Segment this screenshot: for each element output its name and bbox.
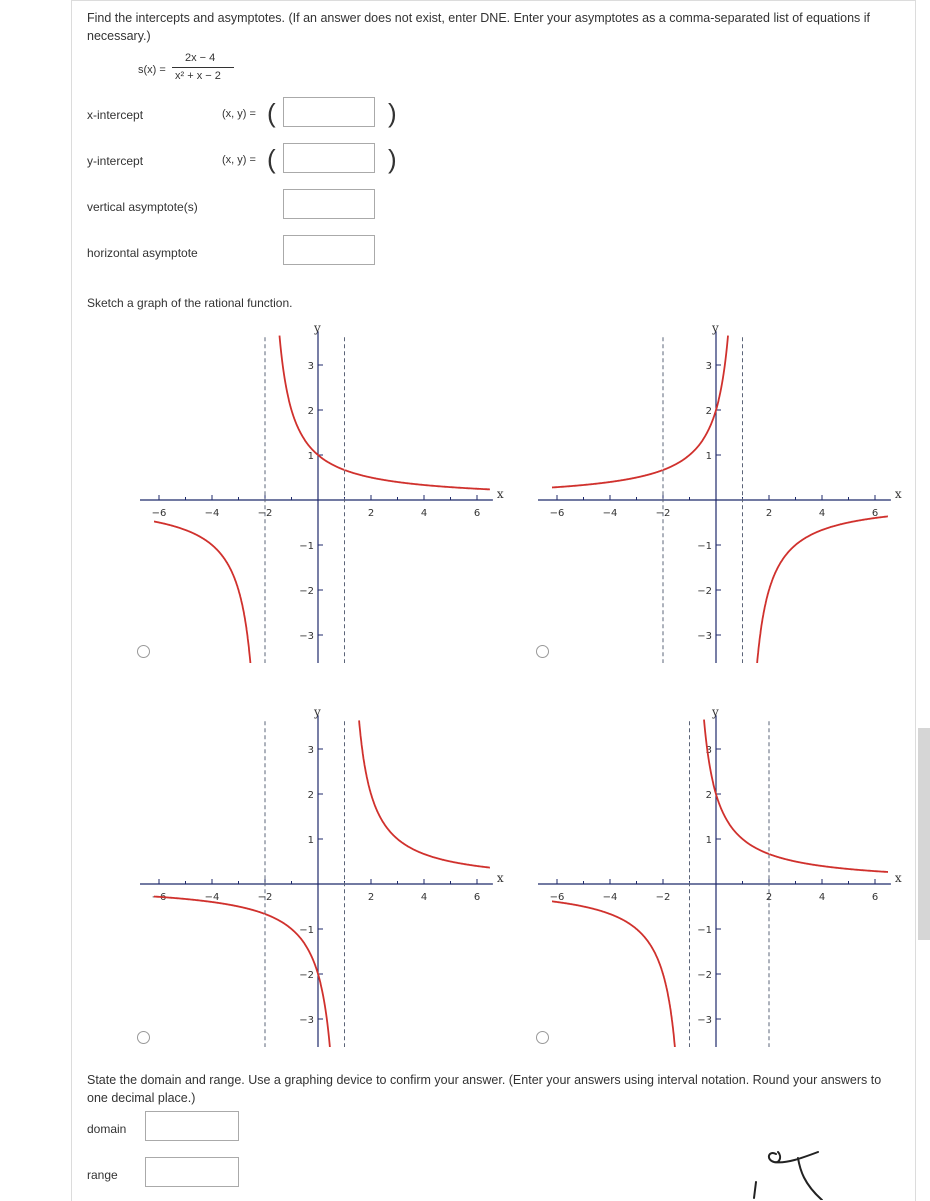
x-tick-label: 4	[420, 892, 428, 903]
fraction-bar	[172, 67, 234, 68]
x-tick-label: 6	[473, 892, 481, 903]
x-tick-label: 2	[367, 892, 375, 903]
x-axis-label: x	[496, 871, 504, 885]
curve-branch	[769, 854, 888, 872]
curve-branch	[552, 901, 675, 1047]
y-tick-label: −3	[697, 1015, 712, 1026]
y-tick-label: 2	[307, 406, 314, 417]
y-axis-label: y	[314, 705, 321, 719]
graph-option-b	[538, 318, 908, 663]
close-paren: )	[388, 98, 397, 128]
y-intercept-input[interactable]	[283, 143, 375, 173]
x-tick-label: −4	[602, 508, 618, 519]
close-paren: )	[388, 144, 397, 174]
x-tick-label: −6	[151, 892, 167, 903]
x-axis-label: x	[894, 487, 902, 501]
y-tick-label: −1	[697, 925, 712, 936]
x-tick-label: 4	[420, 508, 428, 519]
y-tick-label: 1	[705, 835, 712, 846]
curve-branch	[757, 516, 888, 663]
y-tick-label: −3	[697, 631, 712, 642]
graph-option-a	[140, 318, 510, 663]
y-tick-label: −2	[697, 586, 712, 597]
horizontal-asymptote-input[interactable]	[283, 235, 375, 265]
x-tick-label: −4	[204, 892, 220, 903]
x-tick-label: −2	[257, 892, 273, 903]
open-paren: (	[267, 144, 276, 174]
y-tick-label: −3	[299, 1015, 314, 1026]
horizontal-asymptote-label: horizontal asymptote	[87, 246, 198, 260]
domain-label: domain	[87, 1122, 127, 1136]
y-intercept-prefix: (x, y) =	[222, 154, 256, 166]
scrollbar-thumb[interactable]	[918, 728, 930, 940]
y-tick-label: 3	[705, 361, 712, 372]
x-tick-label: 6	[871, 892, 879, 903]
graph-option-d	[538, 702, 908, 1047]
x-axis-label: x	[496, 487, 504, 501]
curve-branch	[265, 914, 330, 1047]
instructions: Find the intercepts and asymptotes. (If an answer does not exist, enter DNE. Enter your asymptotes as a comma-separated list of equations if necessary.)	[87, 11, 871, 43]
y-tick-label: 3	[307, 745, 314, 756]
x-tick-label: 2	[367, 508, 375, 519]
curve-branch	[359, 720, 490, 867]
y-axis-label: y	[314, 321, 321, 335]
range-input[interactable]	[145, 1157, 239, 1187]
x-tick-label: 2	[765, 508, 773, 519]
x-tick-label: −6	[549, 508, 565, 519]
x-intercept-input[interactable]	[283, 97, 375, 127]
y-tick-label: 2	[307, 790, 314, 801]
y-tick-label: 1	[307, 835, 314, 846]
y-tick-label: −2	[299, 970, 314, 981]
x-tick-label: −4	[204, 508, 220, 519]
y-tick-label: 2	[705, 790, 712, 801]
x-tick-label: −2	[655, 892, 671, 903]
y-tick-label: 2	[705, 406, 712, 417]
sketch-prompt: Sketch a graph of the rational function.	[87, 296, 293, 310]
x-tick-label: −6	[549, 892, 565, 903]
function-numerator: 2x − 4	[185, 52, 216, 64]
function-name: s(x) =	[138, 64, 166, 76]
y-tick-label: 3	[307, 361, 314, 372]
y-axis-label: y	[712, 321, 719, 335]
y-tick-label: 3	[705, 745, 712, 756]
open-paren: (	[267, 98, 276, 128]
y-tick-label: −1	[299, 925, 314, 936]
curve-branch	[345, 470, 490, 489]
handwritten-mark	[742, 1140, 842, 1200]
y-tick-label: −2	[697, 970, 712, 981]
x-tick-label: −2	[655, 508, 671, 519]
x-tick-label: 4	[818, 508, 826, 519]
x-tick-label: 2	[765, 892, 773, 903]
vertical-asymptote-input[interactable]	[283, 189, 375, 219]
x-intercept-label: x-intercept	[87, 108, 144, 122]
domain-range-instructions: State the domain and range. Use a graphing device to confirm your answer. (Enter your answers using interval notation. Round your answers to one decimal place.)	[87, 1073, 882, 1105]
x-tick-label: 6	[871, 508, 879, 519]
y-intercept-label: y-intercept	[87, 154, 144, 168]
x-tick-label: −2	[257, 508, 273, 519]
curve-branch	[663, 336, 728, 470]
range-label: range	[87, 1168, 118, 1182]
y-tick-label: −1	[299, 541, 314, 552]
x-intercept-prefix: (x, y) =	[222, 108, 256, 120]
curve-branch	[552, 470, 663, 487]
domain-input[interactable]	[145, 1111, 239, 1141]
x-axis-label: x	[894, 871, 902, 885]
x-tick-label: −4	[602, 892, 618, 903]
x-tick-label: −6	[151, 508, 167, 519]
y-tick-label: 1	[705, 451, 712, 462]
graph-option-c	[140, 702, 510, 1047]
y-tick-label: −2	[299, 586, 314, 597]
function-denominator: x² + x − 2	[175, 70, 221, 82]
y-axis-label: y	[712, 705, 719, 719]
y-tick-label: −1	[697, 541, 712, 552]
y-tick-label: 1	[307, 451, 314, 462]
curve-branch	[704, 720, 769, 854]
curve-branch	[154, 522, 251, 664]
y-tick-label: −3	[299, 631, 314, 642]
x-tick-label: 4	[818, 892, 826, 903]
curve-branch	[280, 336, 345, 470]
x-tick-label: 6	[473, 508, 481, 519]
vertical-asymptote-label: vertical asymptote(s)	[87, 200, 198, 214]
